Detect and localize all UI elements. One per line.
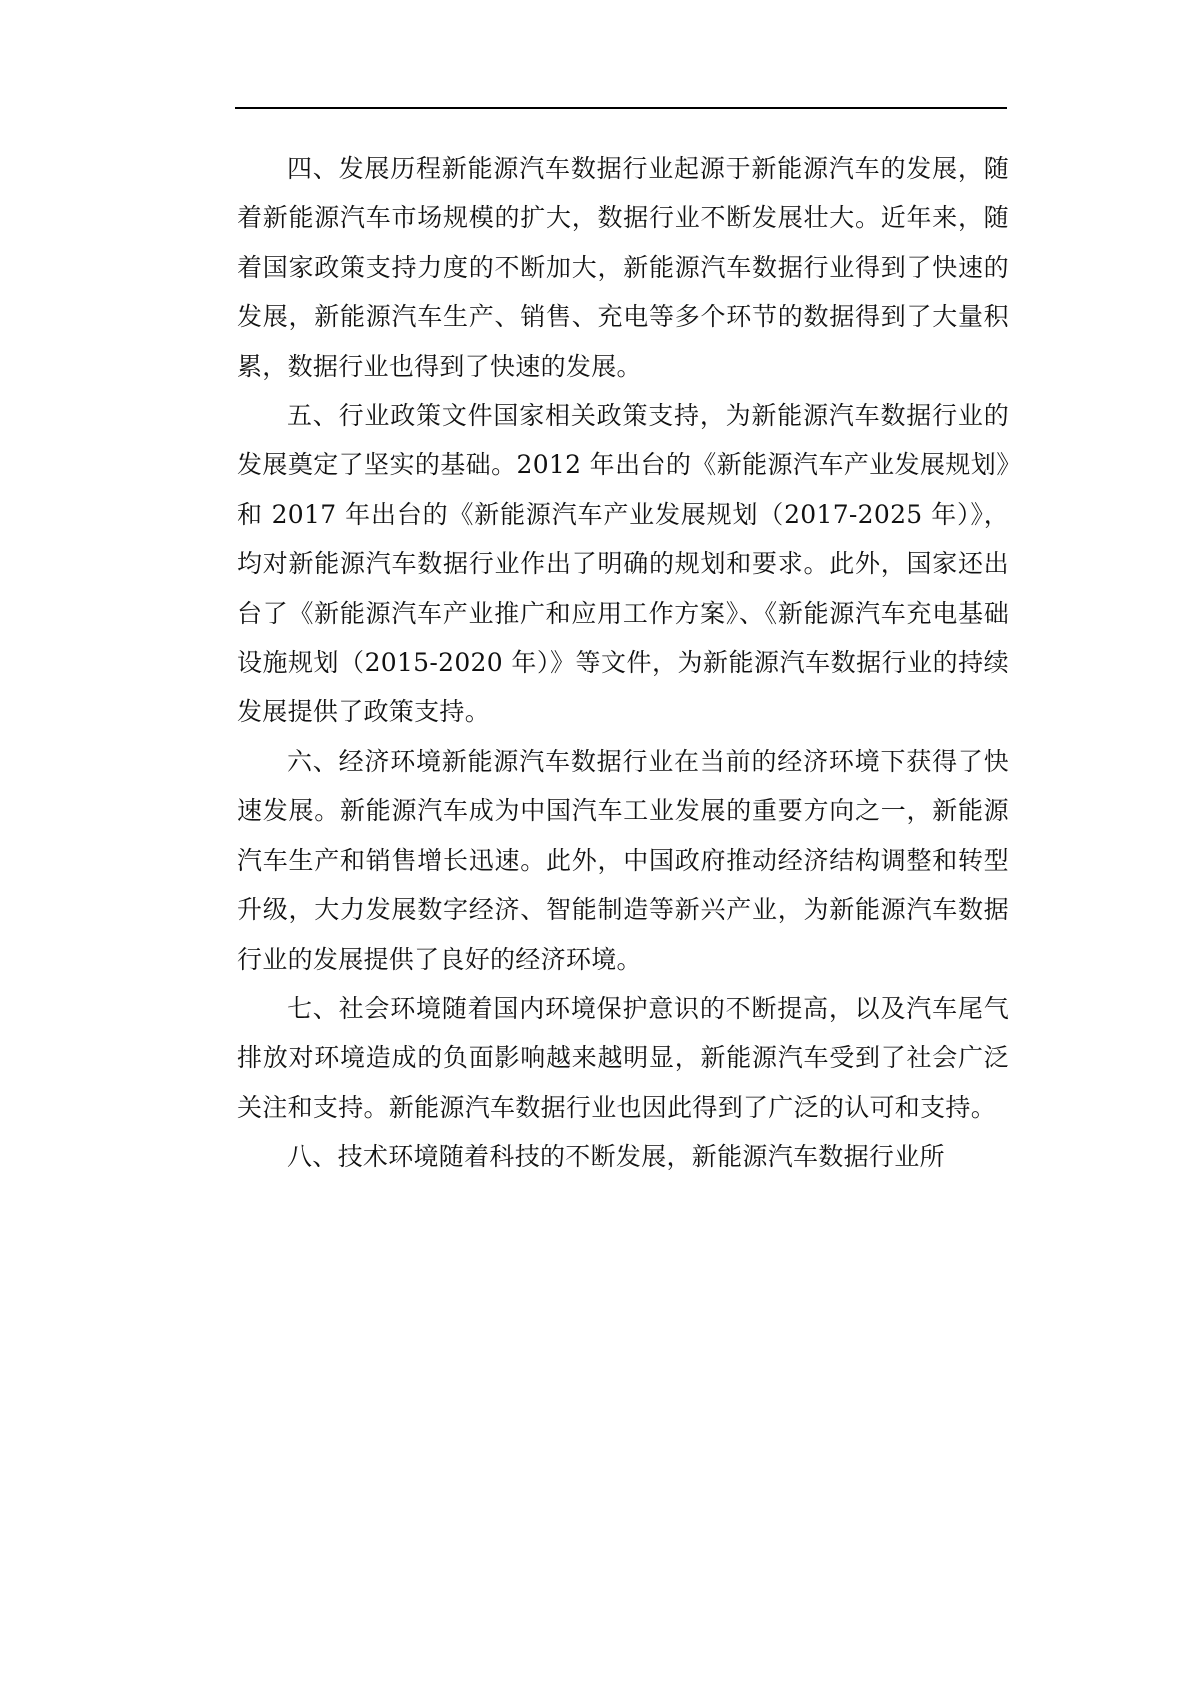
paragraph-economic-environment: 六、经济环境新能源汽车数据行业在当前的经济环境下获得了快速发展。新能源汽车成为中国汽车工业发展的重要方向之一，新能源汽车生产和销售增长迅速。此外，中国政府推动经济结构调整和转型升级，大力发展数字经济、智能制造等新兴产业，为新能源汽车数据行业的发展提供了良好的经济环境。	[237, 746, 1009, 974]
paragraph-development-history: 四、发展历程新能源汽车数据行业起源于新能源汽车的发展，随着新能源汽车市场规模的扩大，数据行业不断发展壮大。近年来，随着国家政策支持力度的不断加大，新能源汽车数据行业得到了快速的发展，新能源汽车生产、销售、充电等多个环节的数据得到了大量积累，数据行业也得到了快速的发展。	[237, 154, 1009, 381]
paragraph-technical-environment: 八、技术环境随着科技的不断发展，新能源汽车数据行业所	[287, 1142, 945, 1172]
document-body	[237, 144, 1009, 1182]
header-rule	[235, 107, 1007, 109]
paragraph-social-environment: 七、社会环境随着国内环境保护意识的不断提高，以及汽车尾气排放对环境造成的负面影响越来越明显，新能源汽车受到了社会广泛关注和支持。新能源汽车数据行业也因此得到了广泛的认可和支持。	[237, 993, 1009, 1122]
paragraph-policy-documents: 五、行业政策文件国家相关政策支持，为新能源汽车数据行业的发展奠定了坚实的基础。2012 年出台的《新能源汽车产业发展规划》和 2017 年出台的《新能源汽车产业发展规划（2017-2025 年）》，均对新能源汽车数据行业作出了明确的规划和要求。此外，国家还出台了《新能源汽车产业推广和应用工作方案》、《新能源汽车充电基础设施规划（2015-2020 年）》等文件，为新能源汽车数据行业的持续发展提供了政策支持。	[237, 401, 1009, 727]
